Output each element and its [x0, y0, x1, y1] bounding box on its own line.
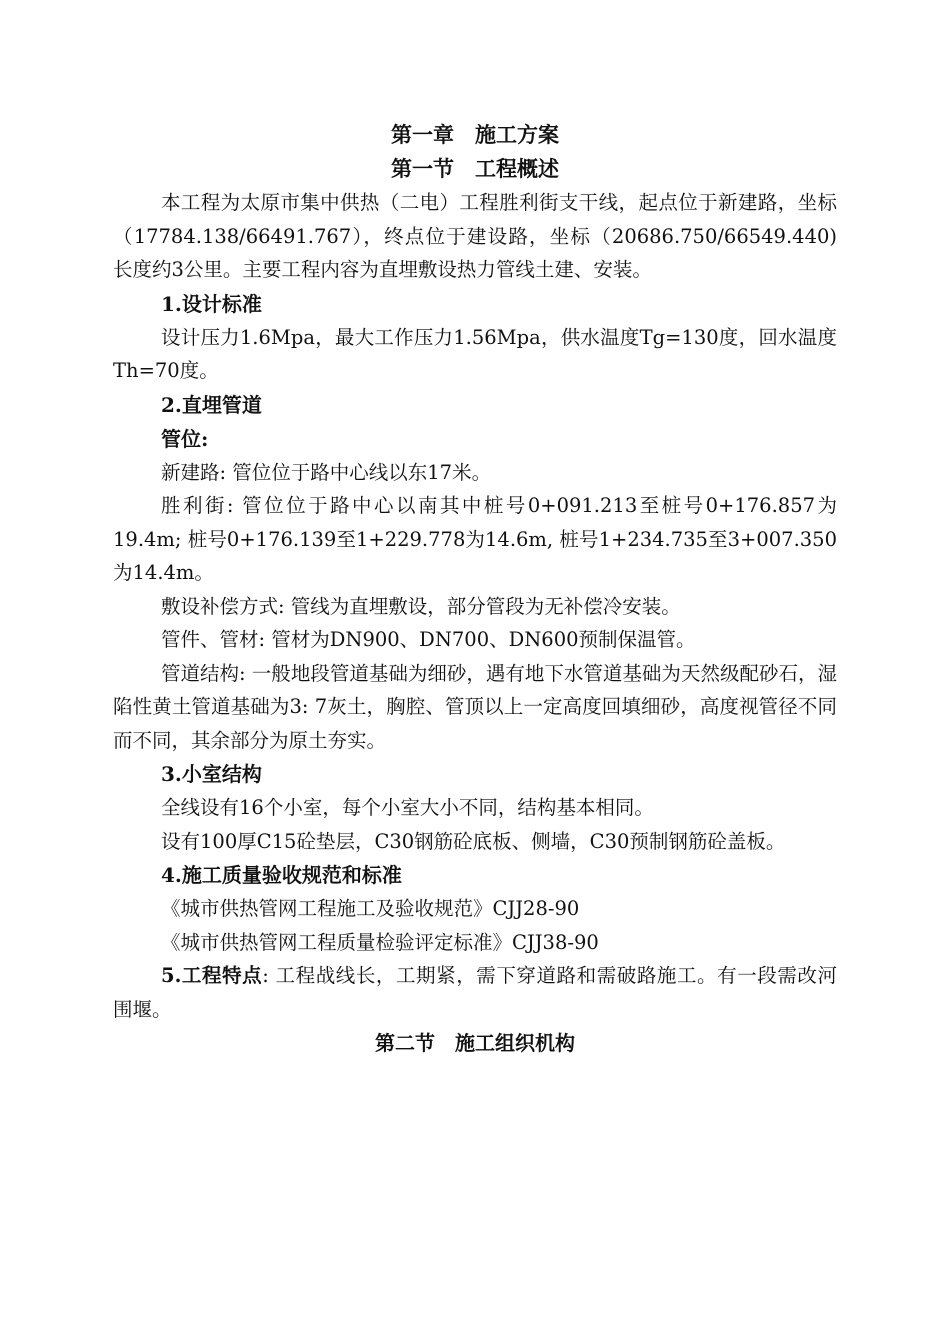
chamber-count-paragraph: 全线设有16个小室，每个小室大小不同，结构基本相同。: [161, 796, 654, 819]
project-features-text: : 工程战线长，工期紧，需下穿道路和需破路施工。有一段需改河围堰。: [113, 964, 837, 1021]
design-paragraph: 设计压力1.6Mpa，最大工作压力1.56Mpa，供水温度Tg=130度，回水温度Th=70度。: [113, 325, 837, 382]
heading-chamber-structure: 3.小室结构: [161, 762, 262, 786]
pipe-position-shengli: 胜利街: 管位位于路中心以南其中桩号0+091.213至桩号0+176.857为19.4m; 桩号0+176.139至1+229.778为14.6m, 桩号1+234.735至3+007.350为14.4m。: [113, 494, 837, 584]
subheading-pipe-position: 管位:: [161, 426, 209, 451]
standard-item: 《城市供热管网工程施工及验收规范》CJJ28-90: [161, 897, 580, 920]
project-features-label: 5.工程特点: [161, 964, 263, 987]
laying-method-paragraph: 敷设补偿方式: 管线为直埋敷设，部分管段为无补偿冷安装。: [161, 594, 681, 618]
heading-quality-standards: 4.施工质量验收规范和标准: [161, 863, 402, 887]
fittings-paragraph: 管件、管材: 管材为DN900、DN700、DN600预制保温管。: [161, 628, 696, 651]
section-title: 第二节 施工组织机构: [375, 1031, 575, 1055]
document-body: [113, 118, 837, 1077]
intro-paragraph: 本工程为太原市集中供热（二电）工程胜利街支干线，起点位于新建路，坐标（17784.138/66491.767），终点位于建设路，坐标（20686.750/66549.440)长度约3公里。主要工程内容为直埋敷设热力管线土建、安装。: [113, 191, 837, 281]
standard-item: 《城市供热管网工程质量检验评定标准》CJJ38-90: [161, 930, 599, 954]
heading-buried-pipe: 2.直埋管道: [161, 392, 262, 417]
chapter-title: 第一章 施工方案: [391, 122, 559, 147]
project-features-paragraph: [113, 959, 837, 1026]
heading-design-standard: 1.设计标准: [161, 291, 262, 316]
pipe-position-xinjian: 新建路: 管位位于路中心线以东17米。: [161, 460, 492, 484]
section-title: 第一节 工程概述: [391, 156, 559, 181]
chamber-detail-paragraph: 设有100厚C15砼垫层，C30钢筋砼底板、侧墙，C30预制钢筋砼盖板。: [161, 829, 786, 853]
pipe-structure-paragraph: 管道结构: 一般地段管道基础为细砂，遇有地下水管道基础为天然级配砂石，湿陷性黄土管道基础为3: 7灰土，胸腔、管顶以上一定高度回填细砂，高度视管径不同而不同，其余部分为原土夯实。: [113, 661, 837, 752]
